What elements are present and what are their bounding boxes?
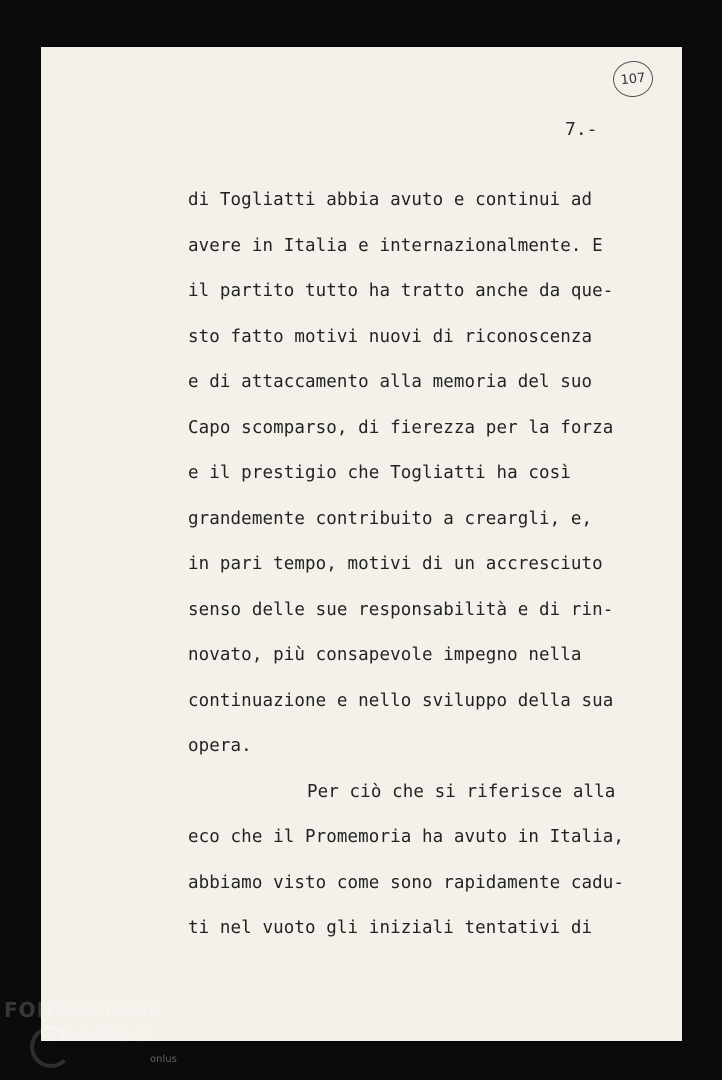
text-line: avere in Italia e internazionalmente. E bbox=[188, 235, 603, 256]
text-line: e di attaccamento alla memoria del suo bbox=[188, 372, 593, 392]
text-line-indented: Per ciò che si riferisce alla bbox=[307, 781, 616, 802]
text-line: eco che il Promemoria ha avuto in Italia, bbox=[188, 827, 625, 847]
text-line: ti nel vuoto gli iniziali tentativi di bbox=[188, 918, 593, 938]
page-number: 7.- bbox=[565, 119, 598, 140]
document-page bbox=[41, 47, 682, 1041]
logo-g-icon bbox=[30, 1026, 72, 1068]
text-line: continuazione e nello sviluppo della sua bbox=[188, 690, 614, 711]
logo-line2: GRAMSCI bbox=[40, 1022, 158, 1046]
text-line: novato, più consapevole impegno nella bbox=[188, 645, 582, 665]
watermark-logo bbox=[4, 998, 177, 1065]
logo-line1: FONDAZIONE bbox=[4, 998, 163, 1022]
text-line: Capo scomparso, di fierezza per la forza bbox=[188, 417, 614, 438]
text-line: opera. bbox=[188, 736, 252, 756]
text-line: sto fatto motivi nuovi di riconoscenza bbox=[188, 326, 593, 347]
text-line: e il prestigio che Togliatti ha così bbox=[188, 463, 571, 483]
text-line: in pari tempo, motivi di un accresciuto bbox=[188, 554, 603, 574]
logo-suffix: onlus bbox=[150, 1054, 177, 1065]
folio-stamp bbox=[611, 59, 655, 99]
text-line: il partito tutto ha tratto anche da que- bbox=[188, 281, 614, 301]
text-line: senso delle sue responsabilità e di rin- bbox=[188, 599, 614, 620]
folio-number: 107 bbox=[619, 70, 647, 88]
typewritten-text bbox=[188, 185, 668, 959]
text-line: abbiamo visto come sono rapidamente cadu- bbox=[188, 872, 625, 893]
text-line: di Togliatti abbia avuto e continui ad bbox=[188, 190, 593, 210]
text-line: grandemente contribuito a creargli, e, bbox=[188, 508, 593, 529]
